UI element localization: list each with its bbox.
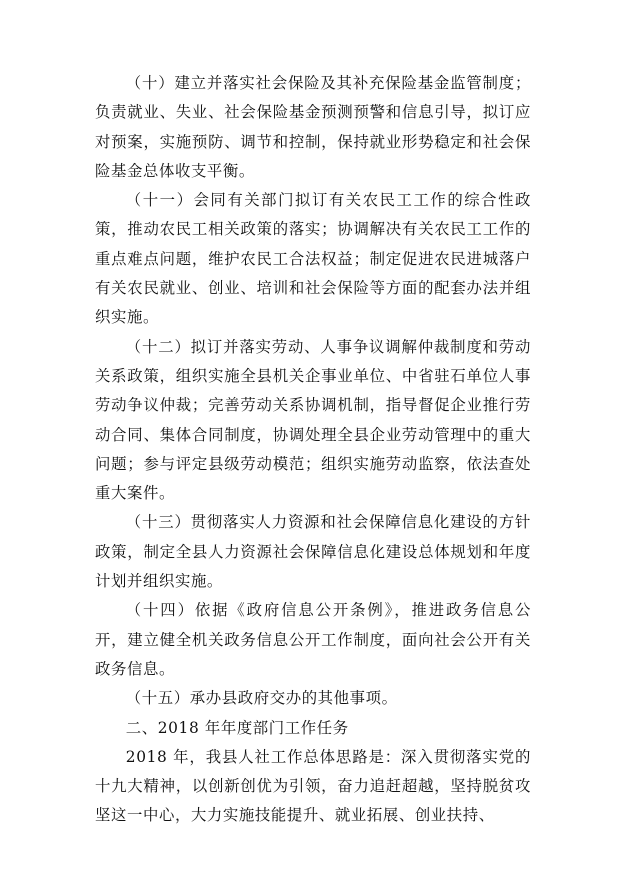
paragraph-12: （十二）拟订并落实劳动、人事争议调解仲裁制度和劳动关系政策，组织实施全县机关企事业单位、中省驻石单位人事劳动争议仲裁；完善劳动关系协调机制，指导督促企业推行劳动合同、集体合同制度，协调处理全县企业劳动管理中的重大问题；参与评定县级劳动模范；组织实施劳动监察，依法查处重大案件。 [95,337,531,503]
paragraph-11: （十一）会同有关部门拟订有关农民工工作的综合性政策，推动农民工相关政策的落实；协调解决有关农民工工作的重点难点问题，维护农民工合法权益；制定促进农民进城落户有关农民就业、创业、培训和社会保险等方面的配套办法并组织实施。 [95,191,531,327]
paragraph-10: （十）建立并落实社会保险及其补充保险基金监管制度；负责就业、失业、社会保险基金预测预警和信息引导，拟订应对预案，实施预防、调节和控制，保持就业形势稳定和社会保险基金总体收支平衡。 [95,74,531,180]
paragraph-15: （十五）承办县政府交办的其他事项。 [125,689,398,708]
document-body [95,69,531,831]
section-heading: 二、2018 年年度部门工作任务 [125,718,349,737]
paragraph-14: （十四）依据《政府信息公开条例》，推进政务信息公开，建立健全机关政务信息公开工作制度，面向社会公开有关政务信息。 [95,601,531,678]
closing-paragraph: 2018 年，我县人社工作总体思路是：深入贯彻落实党的十九大精神，以创新创优为引领，奋力追赶超越，坚持脱贫攻坚这一中心，大力实施技能提升、就业拓展、创业扶持、 [95,747,531,825]
paragraph-13: （十三）贯彻落实人力资源和社会保障信息化建设的方针政策，制定全县人力资源社会保障信息化建设总体规划和年度计划并组织实施。 [95,513,531,591]
